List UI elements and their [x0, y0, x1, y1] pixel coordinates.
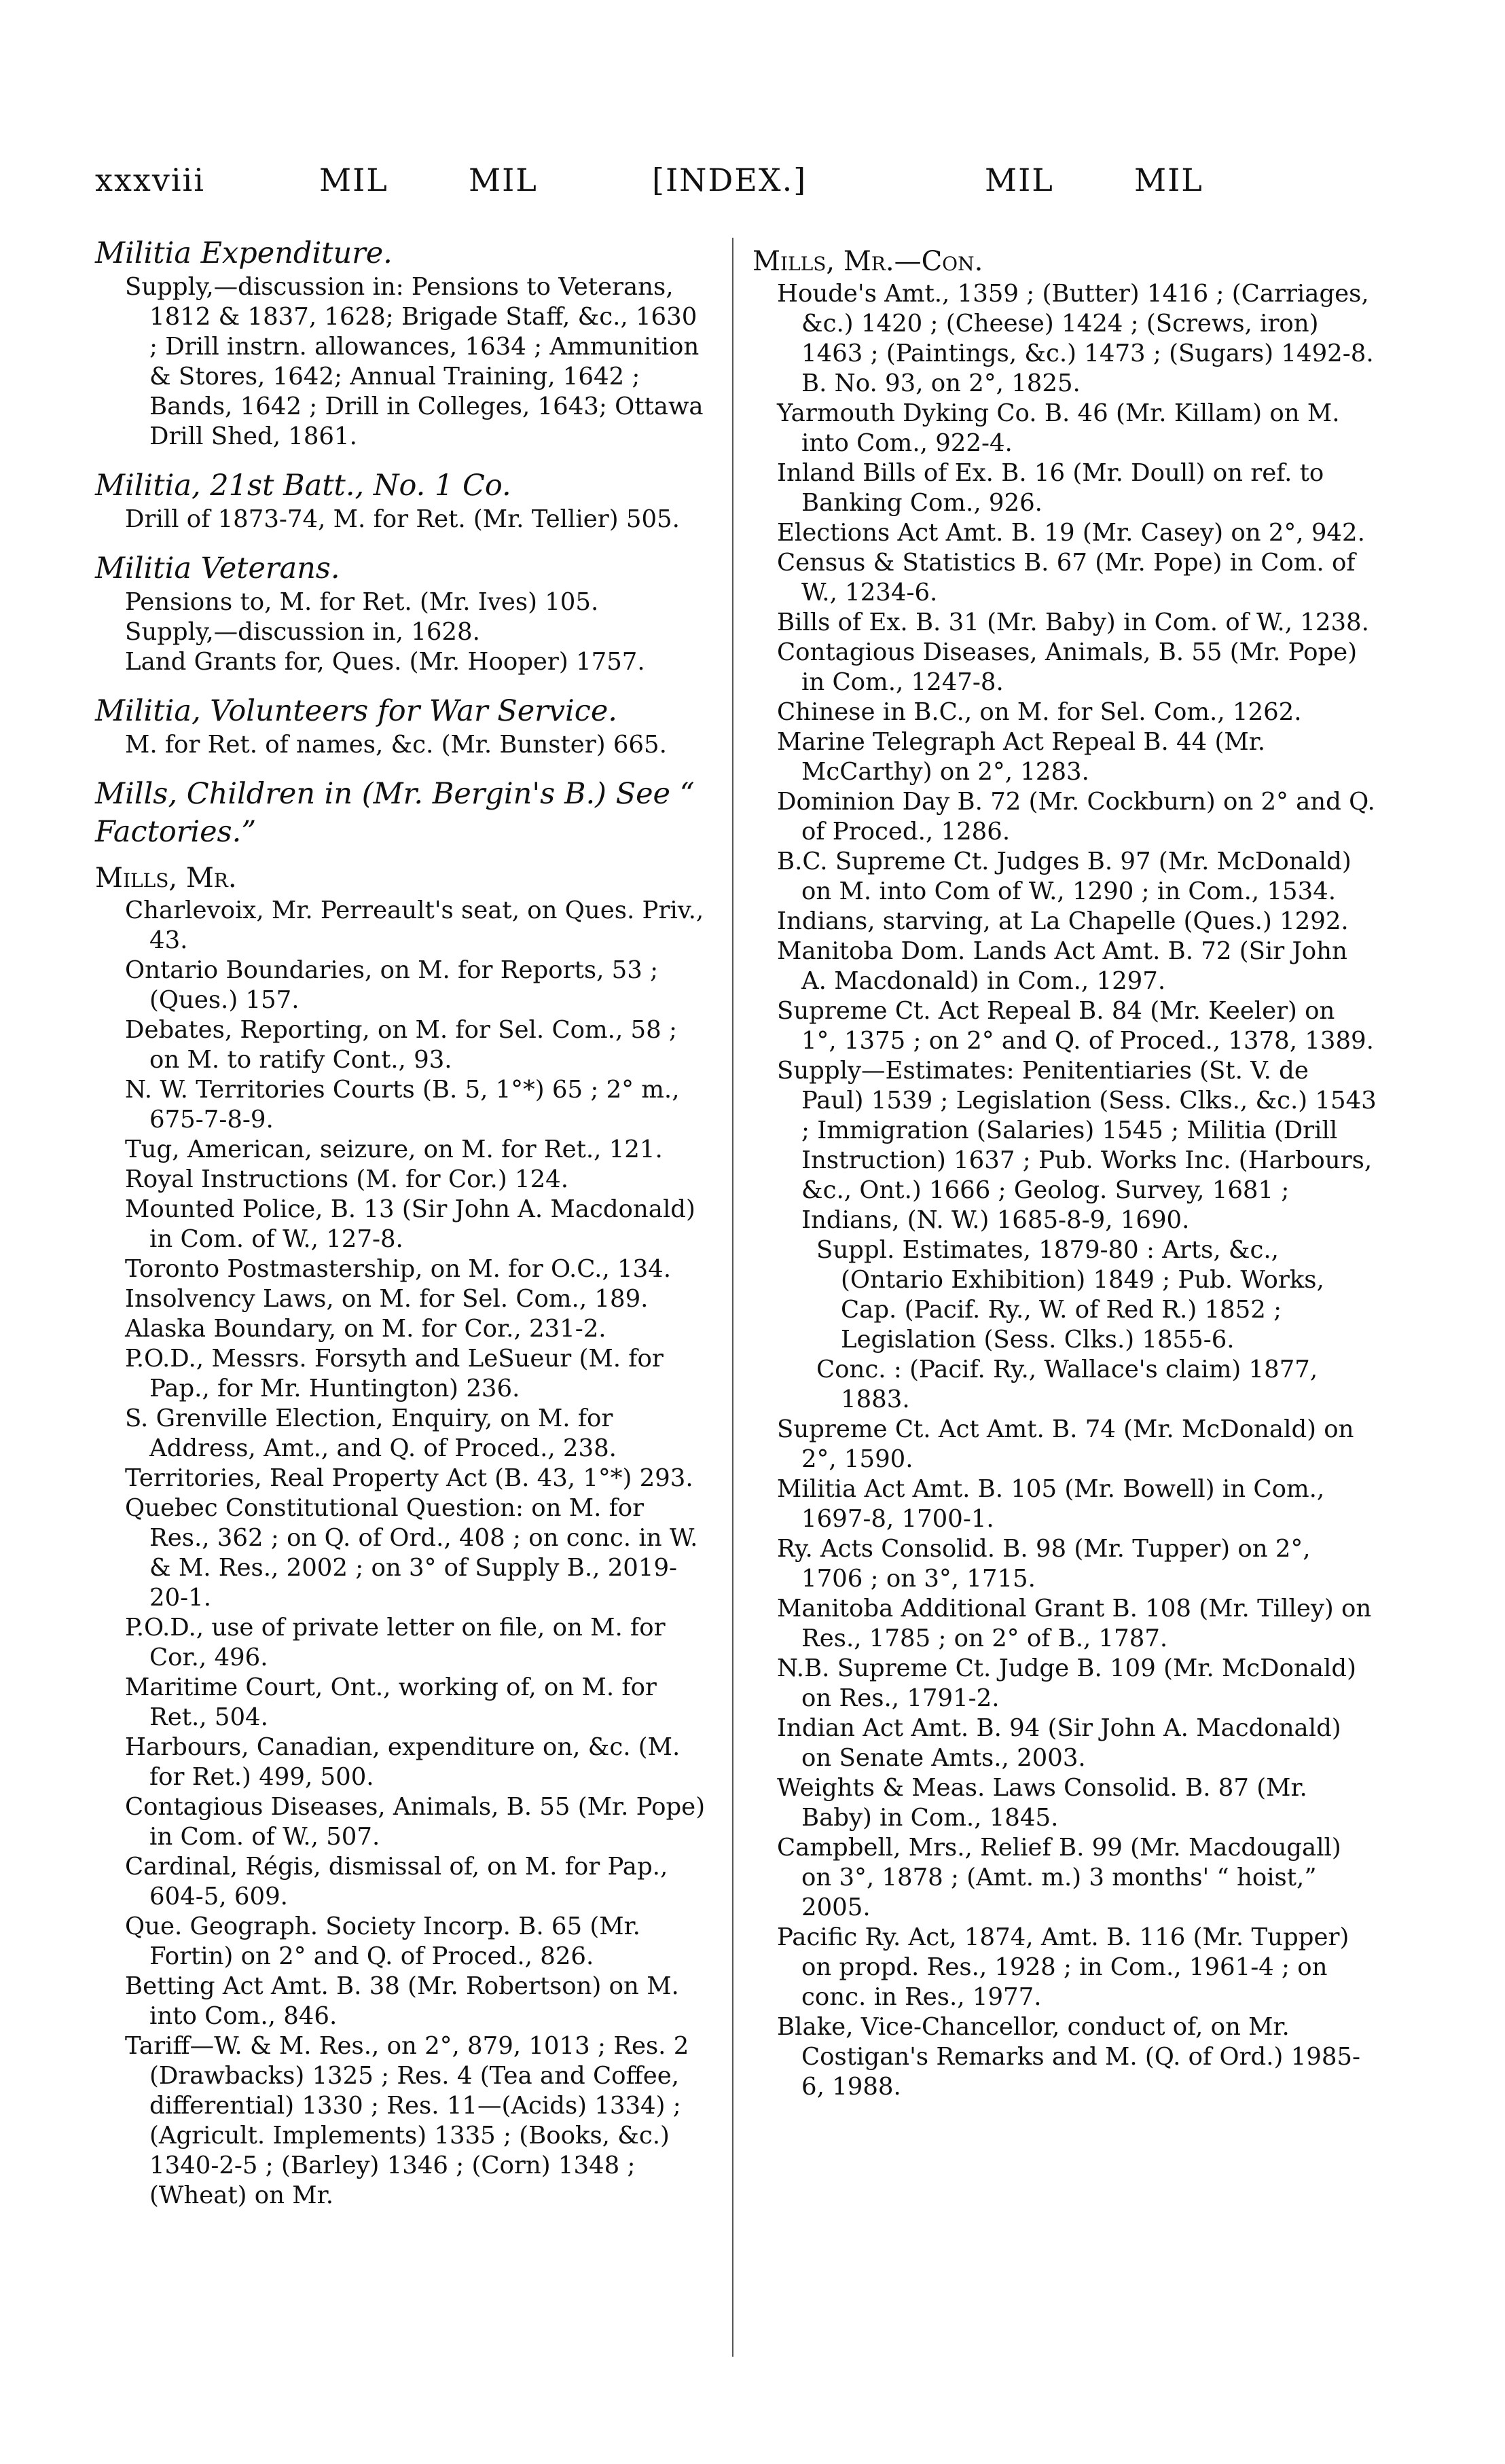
header-guide-word-2: MIL — [469, 162, 538, 198]
index-entry-sub: Chinese in B.C., on M. for Sel. Com., 1262. — [777, 698, 1302, 726]
column-divider — [732, 238, 733, 2357]
header-guide-word-4: MIL — [1134, 162, 1203, 198]
left-column — [95, 234, 710, 2211]
index-entry-sub: Toronto Postmastership, on M. for O.C., 134. — [125, 1255, 672, 1283]
index-entry-sub: Campbell, Mrs., Relief B. 99 (Mr. Macdougall) on 3°, 1878 ; (Amt. m.) 3 months' “ hoist,” 2005. — [777, 1834, 1341, 1921]
index-entry-sub: Betting Act Amt. B. 38 (Mr. Robertson) on M. into Com., 846. — [125, 1972, 679, 2030]
index-entry-sub: Drill of 1873-74, M. for Ret. (Mr. Tellier) 505. — [125, 505, 680, 533]
index-entry-sub: Contagious Diseases, Animals, B. 55 (Mr. Pope) in Com., 1247-8. — [777, 638, 1358, 696]
index-entry-sub: N.B. Supreme Ct. Judge B. 109 (Mr. McDonald) on Res., 1791-2. — [777, 1654, 1356, 1712]
index-entry-sub: Territories, Real Property Act (B. 43, 1°*) 293. — [125, 1464, 693, 1492]
index-entry-heading: Militia, Volunteers for War Service. — [95, 694, 617, 728]
index-entry-sub: Contagious Diseases, Animals, B. 55 (Mr. Pope) in Com. of W., 507. — [125, 1793, 706, 1851]
index-entry-name: Mills, Mr.—Con. — [752, 246, 983, 277]
index-entry-heading: Militia, 21st Batt., No. 1 Co. — [95, 469, 511, 503]
index-entry-heading: Militia Expenditure. — [95, 236, 393, 270]
index-entry-sub: Marine Telegraph Act Repeal B. 44 (Mr. McCarthy) on 2°, 1283. — [777, 728, 1266, 786]
index-entry-sub: M. for Ret. of names, &c. (Mr. Bunster) 665. — [125, 731, 667, 759]
index-entry-heading: Mills, Children in (Mr. Bergin's B.) See “ Factories.” — [95, 777, 695, 849]
index-entry-sub: B.C. Supreme Ct. Judges B. 97 (Mr. McDonald) on M. into Com of W., 1290 ; in Com., 1534. — [777, 848, 1352, 905]
index-entry-sub: Census & Statistics B. 67 (Mr. Pope) in Com. of W., 1234-6. — [777, 549, 1356, 606]
index-entry-sub: Manitoba Additional Grant B. 108 (Mr. Tilley) on Res., 1785 ; on 2° of B., 1787. — [777, 1595, 1372, 1652]
header-guide-word-1: MIL — [319, 162, 388, 198]
index-entry-sub: Blake, Vice-Chancellor, conduct of, on Mr. Costigan's Remarks and M. (Q. of Ord.) 1985-6, 1988. — [777, 2013, 1361, 2101]
index-entry-subsub: Conc. : (Pacif. Ry., Wallace's claim) 1877, 1883. — [816, 1356, 1318, 1413]
index-entry-sub: Que. Geograph. Society Incorp. B. 65 (Mr. Fortin) on 2° and Q. of Proced., 826. — [125, 1913, 640, 1970]
index-entry-sub: Ontario Boundaries, on M. for Reports, 53 ; (Ques.) 157. — [125, 956, 659, 1014]
index-entry-sub: N. W. Territories Courts (B. 5, 1°*) 65 ; 2° m., 675-7-8-9. — [125, 1076, 680, 1134]
index-entry-sub: Tug, American, seizure, on M. for Ret., 121. — [125, 1136, 663, 1163]
index-entry-sub: Yarmouth Dyking Co. B. 46 (Mr. Killam) on M. into Com., 922-4. — [777, 399, 1340, 457]
index-entry-sub: Mounted Police, B. 13 (Sir John A. Macdonald) in Com. of W., 127-8. — [125, 1195, 695, 1253]
index-entry-sub: Dominion Day B. 72 (Mr. Cockburn) on 2° and Q. of Proced., 1286. — [777, 788, 1375, 846]
index-entry-sub: Militia Act Amt. B. 105 (Mr. Bowell) in Com., 1697-8, 1700-1. — [777, 1475, 1325, 1533]
index-entry-sub: P.O.D., use of private letter on file, on M. for Cor., 496. — [125, 1614, 666, 1671]
index-entry-sub: Maritime Court, Ont., working of, on M. for Ret., 504. — [125, 1673, 657, 1731]
index-entry-sub: Inland Bills of Ex. B. 16 (Mr. Doull) on ref. to Banking Com., 926. — [777, 459, 1324, 517]
index-entry-name: Mills, Mr. — [95, 863, 237, 894]
index-entry-sub: Supply—Estimates: Penitentiaries (St. V. de Paul) 1539 ; Legislation (Sess. Clks., &c.) 1543 ; Immigration (Salaries) 1545 ; Militia (Drill Instruction) 1637 ; Pub. Works Inc. (Harbours, &c., Ont.) 1666 ; Geolog. Survey, 1681 ; Indians, (N. W.) 1685-8-9, 1690. — [777, 1057, 1377, 1234]
index-entry-sub: Manitoba Dom. Lands Act Amt. B. 72 (Sir John A. Macdonald) in Com., 1297. — [777, 937, 1347, 995]
index-entry-sub: S. Grenville Election, Enquiry, on M. for Address, Amt., and Q. of Proced., 238. — [125, 1405, 617, 1462]
index-entry-subsub: Suppl. Estimates, 1879-80 : Arts, &c., (Ontario Exhibition) 1849 ; Pub. Works, Cap. (Pacif. Ry., W. of Red R.) 1852 ; Legislation (Sess. Clks.) 1855-6. — [816, 1236, 1324, 1354]
index-entry-sub: Indian Act Amt. B. 94 (Sir John A. Macdonald) on Senate Amts., 2003. — [777, 1714, 1341, 1772]
index-entry-sub: Pensions to, M. for Ret. (Mr. Ives) 105. — [125, 588, 599, 616]
index-entry-sub: Pacific Ry. Act, 1874, Amt. B. 116 (Mr. Tupper) on propd. Res., 1928 ; in Com., 1961-4 ; on conc. in Res., 1977. — [777, 1923, 1349, 2011]
index-entry-sub: Supply,—discussion in: Pensions to Veterans, 1812 & 1837, 1628; Brigade Staff, &c., 1630 ; Drill instrn. allowances, 1634 ; Ammunition & Stores, 1642; Annual Training, 1642 ; Bands, 1642 ; Drill in Colleges, 1643; Ottawa Drill Shed, 1861. — [125, 273, 704, 450]
page-number: xxxviii — [95, 162, 205, 198]
running-header — [95, 162, 1413, 209]
index-entry-sub: Bills of Ex. B. 31 (Mr. Baby) in Com. of W., 1238. — [777, 609, 1369, 636]
index-entry-sub: Land Grants for, Ques. (Mr. Hooper) 1757. — [125, 648, 645, 676]
index-entry-sub: Houde's Amt., 1359 ; (Butter) 1416 ; (Carriages, &c.) 1420 ; (Cheese) 1424 ; (Screws, iron) 1463 ; (Paintings, &c.) 1473 ; (Sugars) 1492-8. B. No. 93, on 2°, 1825. — [777, 280, 1374, 397]
index-entry-sub: Royal Instructions (M. for Cor.) 124. — [125, 1165, 569, 1193]
index-entry-sub: Charlevoix, Mr. Perreault's seat, on Ques. Priv., 43. — [125, 896, 704, 954]
right-column — [752, 234, 1377, 2102]
index-entry-sub: Tariff—W. & M. Res., on 2°, 879, 1013 ; Res. 2 (Drawbacks) 1325 ; Res. 4 (Tea and Coffee, differential) 1330 ; Res. 11—(Acids) 1334) ; (Agricult. Implements) 1335 ; (Books, &c.) 1340-2-5 ; (Barley) 1346 ; (Corn) 1348 ; (Wheat) on Mr. — [125, 2032, 689, 2209]
index-entry-sub: Indians, starving, at La Chapelle (Ques.) 1292. — [777, 907, 1349, 935]
index-entry-sub: Weights & Meas. Laws Consolid. B. 87 (Mr. Baby) in Com., 1845. — [777, 1774, 1307, 1832]
index-entry-sub: Elections Act Amt. B. 19 (Mr. Casey) on 2°, 942. — [777, 519, 1365, 547]
index-entry-sub: P.O.D., Messrs. Forsyth and LeSueur (M. for Pap., for Mr. Huntington) 236. — [125, 1345, 664, 1402]
index-entry-sub: Supply,—discussion in, 1628. — [125, 618, 480, 646]
index-entry-sub: Insolvency Laws, on M. for Sel. Com., 189. — [125, 1285, 649, 1313]
index-entry-sub: Harbours, Canadian, expenditure on, &c. (M. for Ret.) 499, 500. — [125, 1733, 681, 1791]
index-entry-sub: Cardinal, Régis, dismissal of, on M. for Pap., 604-5, 609. — [125, 1853, 668, 1910]
index-entry-sub: Supreme Ct. Act Amt. B. 74 (Mr. McDonald) on 2°, 1590. — [777, 1415, 1354, 1473]
header-guide-word-3: MIL — [985, 162, 1054, 198]
index-entry-sub: Supreme Ct. Act Repeal B. 84 (Mr. Keeler) on 1°, 1375 ; on 2° and Q. of Proced., 1378, 1389. — [777, 997, 1374, 1055]
header-index-label: [INDEX.] — [652, 162, 808, 198]
index-entry-sub: Quebec Constitutional Question: on M. for Res., 362 ; on Q. of Ord., 408 ; on conc. in W. & M. Res., 2002 ; on 3° of Supply B., 2019-20-1. — [125, 1494, 698, 1612]
index-entry-heading: Militia Veterans. — [95, 551, 340, 585]
index-entry-sub: Ry. Acts Consolid. B. 98 (Mr. Tupper) on 2°, 1706 ; on 3°, 1715. — [777, 1535, 1311, 1593]
index-entry-sub: Debates, Reporting, on M. for Sel. Com., 58 ; on M. to ratify Cont., 93. — [125, 1016, 677, 1074]
index-entry-sub: Alaska Boundary, on M. for Cor., 231-2. — [125, 1315, 606, 1343]
